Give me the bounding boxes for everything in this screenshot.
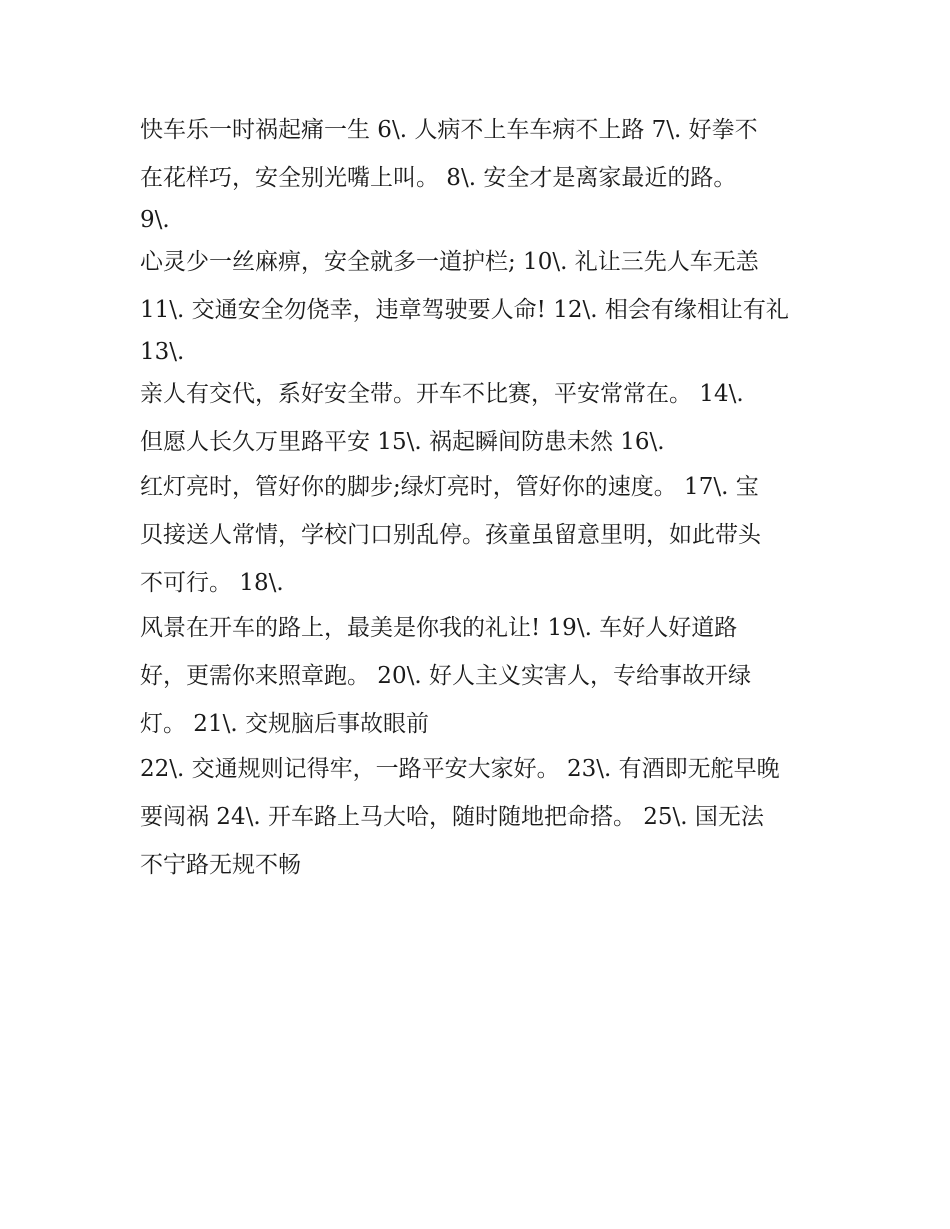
text-line: 红灯亮时，管好你的脚步;绿灯亮时，管好你的速度。 17\. 宝 — [140, 474, 759, 500]
text-line: 不可行。 18\. — [140, 570, 284, 596]
text-line: 灯。 21\. 交规脑后事故眼前 — [140, 711, 429, 737]
text-line: 9\. — [140, 207, 170, 233]
text-line: 贝接送人常情，学校门口别乱停。孩童虽留意里明，如此带头 — [140, 522, 761, 548]
text-line: 但愿人长久万里路平安 15\. 祸起瞬间防患未然 16\. — [140, 429, 665, 455]
text-line: 要闯祸 24\. 开车路上马大哈，随时随地把命搭。 25\. 国无法 — [140, 804, 764, 830]
text-line: 在花样巧，安全别光嘴上叫。 8\. 安全才是离家最近的路。 — [140, 165, 737, 191]
text-line: 心灵少一丝麻痹，安全就多一道护栏; 10\. 礼让三先人车无恙 — [140, 249, 759, 275]
text-line: 不宁路无规不畅 — [140, 852, 301, 878]
text-line: 亲人有交代，系好安全带。开车不比赛，平安常常在。 14\. — [140, 381, 744, 407]
text-line: 快车乐一时祸起痛一生 6\. 人病不上车车病不上路 7\. 好拳不 — [140, 117, 758, 143]
text-line: 11\. 交通安全勿侥幸，违章驾驶要人命! 12\. 相会有缘相让有礼 — [140, 297, 789, 323]
text-line: 13\. — [140, 339, 185, 365]
text-line: 22\. 交通规则记得牢，一路平安大家好。 23\. 有酒即无舵早晚 — [140, 756, 780, 782]
document-body — [140, 110, 830, 893]
text-line: 好，更需你来照章跑。 20\. 好人主义实害人，专给事故开绿 — [140, 663, 751, 689]
text-line: 风景在开车的路上，最美是你我的礼让! 19\. 车好人好道路 — [140, 615, 738, 641]
